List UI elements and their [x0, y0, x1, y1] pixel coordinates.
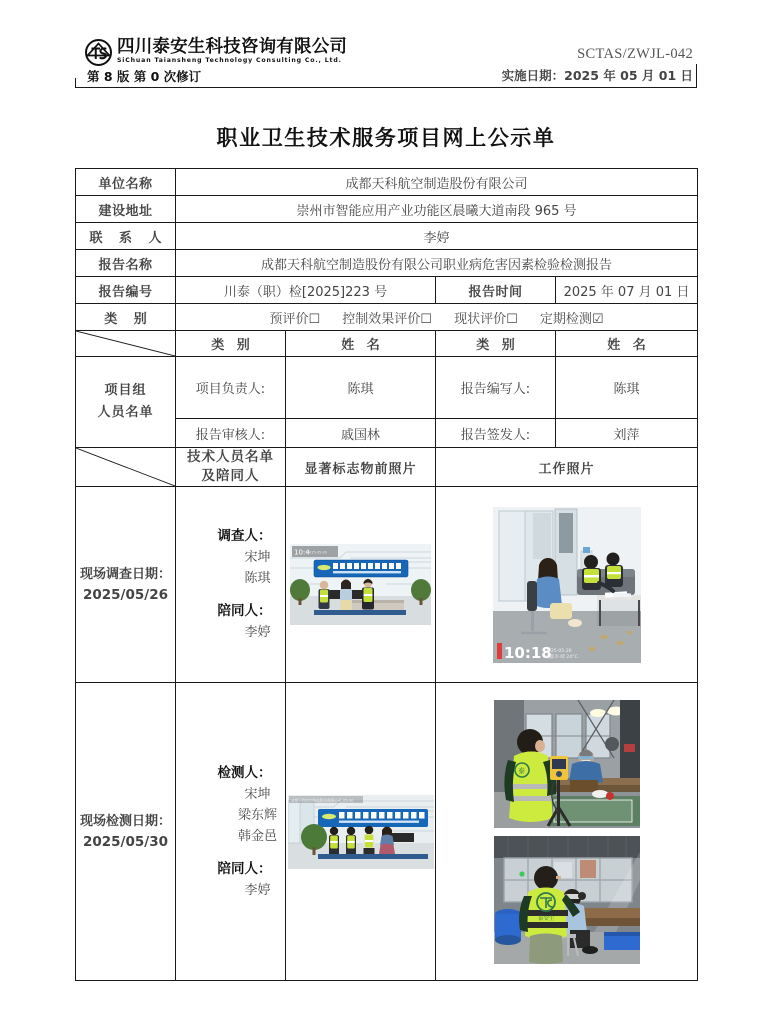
detection-date-cell	[76, 683, 176, 981]
tech-list-label	[176, 448, 286, 487]
personnel-role-report-issuer: 报告签发人:	[436, 419, 556, 448]
survey-investigator-2: 陈琪	[244, 571, 271, 586]
survey-companion-label: 陪同人：	[217, 603, 272, 619]
tech-list-label-line2: 及陪同人	[201, 468, 260, 484]
document-header	[75, 0, 697, 100]
personnel-name-report-reviewer: 戚国林	[286, 419, 436, 448]
address-value: 崇州市智能应用产业功能区晨曦大道南段 965 号	[176, 196, 698, 223]
detection-detector-label: 检测人：	[217, 764, 272, 781]
survey-people-cell	[176, 487, 286, 683]
category-option-status-eval[interactable]: 现状评价☐	[454, 311, 518, 327]
svg-text:泰安生: 泰安生	[537, 915, 555, 922]
personnel-group-label-line1: 项目组	[104, 383, 147, 398]
personnel-name-project-leader: 陈琪	[286, 357, 436, 419]
detection-sign-photo-cell	[286, 683, 436, 981]
table-row-photo-header	[76, 448, 698, 487]
category-option-periodic-test[interactable]: 定期检测☑	[539, 311, 604, 327]
personnel-role-report-writer: 报告编写人:	[436, 357, 556, 419]
detection-detector-3: 韩金邑	[237, 828, 277, 844]
svg-text:10:18: 10:18	[503, 643, 552, 662]
document-code: SCTAS/ZWJL-042	[577, 46, 693, 62]
personnel-group-label	[76, 357, 176, 448]
report-time-value: 2025 年 07 月 01 日	[556, 277, 698, 304]
survey-sign-photo	[290, 544, 431, 625]
table-row-address	[76, 196, 698, 223]
category-options	[176, 304, 698, 331]
implementation-date: 实施日期：2025 年 05 月 01 日	[501, 68, 693, 83]
diagonal-header-cell-photos	[76, 448, 176, 487]
diagonal-header-cell-personnel	[76, 331, 176, 357]
personnel-name-report-issuer: 刘萍	[556, 419, 698, 448]
svg-text:成都市·晴 24°C: 成都市·晴 24°C	[544, 654, 578, 660]
personnel-col-header-name-2: 姓 名	[556, 331, 698, 357]
detection-date-label: 现场检测日期：	[79, 813, 171, 829]
company-name-en: SiChuan Taiansheng Technology Consulting Co., Ltd.	[117, 57, 342, 64]
checkbox-periodic-test[interactable]: ☑	[591, 311, 604, 327]
table-row-personnel-header	[76, 331, 698, 357]
contact-value: 李婷	[176, 223, 698, 250]
category-option-control-effect[interactable]: 控制效果评价☐	[342, 311, 432, 327]
personnel-col-header-category-2: 类 别	[436, 331, 556, 357]
detection-detector-2: 梁东辉	[237, 807, 277, 823]
personnel-name-report-writer: 陈琪	[556, 357, 698, 419]
personnel-col-header-category-1: 类 别	[176, 331, 286, 357]
survey-investigator-1: 宋坤	[244, 550, 271, 565]
table-row-personnel-1	[76, 357, 698, 419]
table-row-contact	[76, 223, 698, 250]
page-title: 职业卫生技术服务项目网上公示单	[216, 126, 556, 150]
work-photo-header: 工作照片	[436, 448, 698, 487]
survey-date-value: 2025/05/26	[82, 586, 168, 603]
detection-work-photo-cell	[436, 683, 698, 981]
category-option-pre-eval[interactable]: 预评价☐	[269, 311, 321, 327]
report-no-value: 川泰（职）检[2025]223 号	[176, 277, 436, 304]
survey-work-photo-cell	[436, 487, 698, 683]
survey-companion-1: 李婷	[244, 625, 271, 640]
detection-work-photo-1	[494, 700, 640, 828]
detection-people-cell	[176, 683, 286, 981]
sign-photo-header: 显著标志物前照片	[286, 448, 436, 487]
category-label: 类 别	[76, 304, 176, 331]
checkbox-status-eval[interactable]: ☐	[506, 311, 518, 327]
survey-date-label: 现场调查日期：	[79, 566, 171, 582]
personnel-role-report-reviewer: 报告审核人:	[176, 419, 286, 448]
unit-name-value: 成都天科航空制造股份有限公司	[176, 169, 698, 196]
detection-companion-1: 李婷	[244, 882, 271, 898]
detection-detector-1: 宋坤	[244, 786, 271, 802]
detection-companion-label: 陪同人：	[217, 860, 272, 877]
report-no-label: 报告编号	[76, 277, 176, 304]
table-row-site-detection	[76, 683, 698, 981]
detection-sign-photo	[288, 795, 434, 869]
svg-text:2025-05-26: 2025-05-26	[544, 648, 572, 654]
checkbox-control-effect[interactable]: ☐	[420, 311, 432, 327]
contact-label: 联 系 人	[76, 223, 176, 250]
company-logo-block	[85, 38, 347, 66]
survey-sign-photo-cell	[286, 487, 436, 683]
svg-text:泰: 泰	[517, 766, 525, 775]
personnel-col-header-name-1: 姓 名	[286, 331, 436, 357]
revision-label: 第 8 版 第 0 次修订	[87, 69, 202, 84]
unit-name-label: 单位名称	[76, 169, 176, 196]
header-divider	[75, 87, 697, 88]
svg-text:10:4: 10:4	[294, 548, 310, 557]
survey-work-photo	[493, 507, 641, 663]
tech-list-label-line1: 技术人员名单	[187, 449, 274, 465]
survey-investigator-label: 调查人：	[217, 528, 272, 544]
survey-date-cell	[76, 487, 176, 683]
personnel-group-label-line2: 人员名单	[97, 405, 154, 420]
svg-text:成都天科航空制造股份有限公司_05-30: 成都天科航空制造股份有限公司_05-30	[290, 798, 354, 803]
checkbox-pre-eval[interactable]: ☐	[308, 311, 321, 327]
table-row-report-no	[76, 277, 698, 304]
personnel-role-project-leader: 项目负责人:	[176, 357, 286, 419]
report-name-value: 成都天科航空制造股份有限公司职业病危害因素检验检测报告	[176, 250, 698, 277]
table-row-site-survey	[76, 487, 698, 683]
header-rule-right-tick	[696, 64, 697, 88]
detection-work-photo-2	[494, 836, 640, 964]
table-row-report-name	[76, 250, 698, 277]
svg-text:2025-05-26: 2025-05-26	[307, 550, 327, 555]
table-row-category	[76, 304, 698, 331]
detection-date-value: 2025/05/30	[82, 833, 168, 850]
report-time-label: 报告时间	[436, 277, 556, 304]
report-name-label: 报告名称	[76, 250, 176, 277]
public-notice-table	[75, 168, 698, 981]
company-name-cn: 四川泰安生科技咨询有限公司	[117, 37, 348, 57]
table-row-unit-name	[76, 169, 698, 196]
ts-circle-logo-icon	[85, 39, 112, 66]
address-label: 建设地址	[76, 196, 176, 223]
